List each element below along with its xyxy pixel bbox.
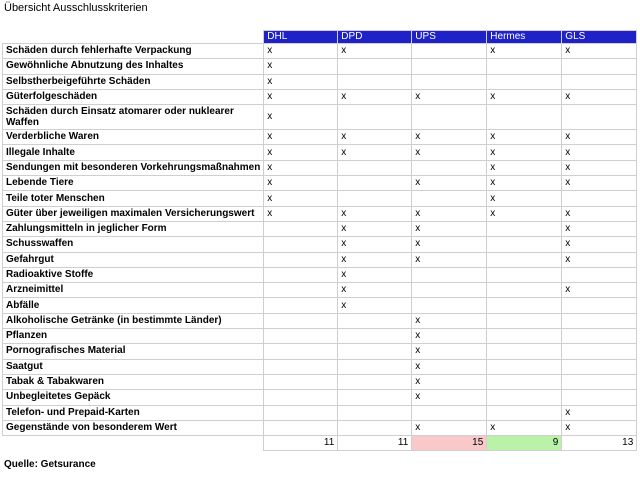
table-row [3,267,637,282]
exclusion-mark-dhl: x [264,130,338,145]
exclusion-mark-hermes [487,221,562,236]
criterion-label: Schäden durch Einsatz atomarer oder nuklearer Waffen [3,105,264,130]
exclusion-mark-dhl [264,344,338,359]
criterion-label: Teile toter Menschen [3,191,264,206]
exclusion-mark-dhl: x [264,44,338,59]
exclusion-mark-dhl [264,298,338,313]
criterion-label: Zahlungsmitteln in jeglicher Form [3,221,264,236]
exclusion-mark-hermes: x [487,44,562,59]
exclusion-mark-hermes [487,105,562,130]
exclusion-mark-gls [562,59,637,74]
criterion-label: Alkoholische Getränke (in bestimmte Länder) [3,313,264,328]
table-row [3,176,637,191]
exclusion-mark-gls [562,374,637,389]
exclusion-mark-gls: x [562,130,637,145]
exclusion-mark-gls: x [562,221,637,236]
exclusion-mark-ups [412,74,487,89]
exclusion-mark-dhl [264,329,338,344]
exclusion-mark-gls: x [562,405,637,420]
table-row [3,329,637,344]
criterion-label: Pornografisches Material [3,344,264,359]
total-count-dhl: 11 [264,436,338,451]
exclusion-mark-gls [562,390,637,405]
table-row [3,298,637,313]
exclusion-mark-gls: x [562,206,637,221]
table-row [3,374,637,389]
exclusion-mark-dhl [264,221,338,236]
exclusion-mark-dhl: x [264,160,338,175]
exclusion-mark-gls: x [562,420,637,435]
exclusion-mark-dhl [264,359,338,374]
exclusion-mark-hermes: x [487,160,562,175]
table-row [3,44,637,59]
exclusion-mark-gls: x [562,160,637,175]
exclusion-mark-dpd [338,74,412,89]
exclusion-mark-gls: x [562,237,637,252]
source-note: Quelle: Getsurance [4,459,96,470]
carrier-header-dhl: DHL [264,31,338,44]
exclusion-mark-ups: x [412,420,487,435]
exclusion-mark-gls [562,105,637,130]
exclusion-mark-dhl: x [264,89,338,104]
table-row [3,130,637,145]
exclusion-mark-dhl: x [264,206,338,221]
carrier-header-ups: UPS [412,31,487,44]
table-row [3,420,637,435]
criterion-label: Lebende Tiere [3,176,264,191]
table-row [3,89,637,104]
exclusion-mark-dpd: x [338,145,412,160]
exclusion-mark-hermes [487,405,562,420]
table-row [3,344,637,359]
exclusion-mark-ups: x [412,89,487,104]
total-count-ups: 15 [412,436,487,451]
criterion-label: Radioaktive Stoffe [3,267,264,282]
exclusion-mark-ups: x [412,390,487,405]
exclusion-mark-dhl: x [264,176,338,191]
exclusion-mark-dpd: x [338,206,412,221]
exclusion-mark-dpd [338,313,412,328]
exclusion-mark-dpd: x [338,298,412,313]
criterion-label: Tabak & Tabakwaren [3,374,264,389]
table-row [3,221,637,236]
exclusion-mark-dpd [338,105,412,130]
exclusion-mark-ups: x [412,130,487,145]
exclusion-mark-ups: x [412,359,487,374]
exclusion-mark-ups [412,160,487,175]
table-row [3,237,637,252]
exclusion-mark-hermes [487,374,562,389]
exclusion-mark-ups: x [412,313,487,328]
exclusion-mark-hermes: x [487,145,562,160]
criterion-label: Illegale Inhalte [3,145,264,160]
exclusion-mark-dpd [338,160,412,175]
exclusion-mark-dpd: x [338,44,412,59]
exclusion-mark-dpd: x [338,267,412,282]
table-row [3,206,637,221]
exclusion-mark-dpd [338,59,412,74]
exclusion-mark-dhl [264,267,338,282]
header-row [3,31,637,44]
exclusion-mark-dhl [264,374,338,389]
exclusion-mark-dpd [338,359,412,374]
exclusion-mark-ups: x [412,206,487,221]
criterion-label: Sendungen mit besonderen Vorkehrungsmaßnahmen [3,160,264,175]
exclusion-mark-gls: x [562,252,637,267]
table-row [3,390,637,405]
criterion-label: Unbegleitetes Gepäck [3,390,264,405]
exclusion-mark-dhl [264,405,338,420]
exclusion-criteria-table [2,30,637,451]
criterion-label: Saatgut [3,359,264,374]
exclusion-mark-dpd [338,374,412,389]
table-row [3,105,637,130]
exclusion-mark-hermes: x [487,176,562,191]
exclusion-mark-dpd: x [338,130,412,145]
exclusion-mark-dpd [338,329,412,344]
exclusion-mark-dpd: x [338,252,412,267]
criterion-label: Selbstherbeigeführte Schäden [3,74,264,89]
exclusion-mark-hermes [487,267,562,282]
exclusion-mark-dpd [338,344,412,359]
exclusion-mark-gls [562,191,637,206]
exclusion-mark-gls [562,359,637,374]
exclusion-mark-hermes [487,344,562,359]
exclusion-mark-ups [412,283,487,298]
exclusion-mark-ups [412,298,487,313]
exclusion-mark-dhl [264,283,338,298]
exclusion-mark-hermes [487,237,562,252]
exclusion-mark-ups: x [412,221,487,236]
exclusion-mark-ups [412,59,487,74]
carrier-header-gls: GLS [562,31,637,44]
exclusion-mark-ups: x [412,237,487,252]
exclusion-mark-hermes [487,298,562,313]
exclusion-mark-dpd [338,405,412,420]
table-row [3,405,637,420]
exclusion-mark-ups [412,405,487,420]
exclusion-mark-hermes: x [487,191,562,206]
criterion-label: Schusswaffen [3,237,264,252]
exclusion-mark-hermes: x [487,206,562,221]
exclusion-mark-gls [562,267,637,282]
exclusion-mark-hermes: x [487,89,562,104]
exclusion-mark-dhl: x [264,105,338,130]
exclusion-mark-dpd: x [338,89,412,104]
exclusion-mark-gls [562,313,637,328]
header-corner [3,31,264,44]
exclusion-mark-dhl [264,252,338,267]
exclusion-mark-dhl: x [264,59,338,74]
criterion-label: Güter über jeweiligen maximalen Versicherungswert [3,206,264,221]
exclusion-mark-gls: x [562,44,637,59]
table-row [3,59,637,74]
exclusion-mark-gls [562,329,637,344]
exclusion-mark-hermes [487,390,562,405]
exclusion-mark-hermes [487,313,562,328]
exclusion-mark-gls: x [562,145,637,160]
criterion-label: Pflanzen [3,329,264,344]
total-count-hermes: 9 [487,436,562,451]
table-row [3,145,637,160]
exclusion-mark-dhl: x [264,145,338,160]
exclusion-mark-gls [562,344,637,359]
exclusion-mark-hermes: x [487,130,562,145]
exclusion-mark-dpd [338,176,412,191]
totals-row [3,436,637,451]
exclusion-mark-hermes [487,283,562,298]
exclusion-mark-dhl [264,390,338,405]
exclusion-mark-dhl [264,237,338,252]
criterion-label: Arzneimittel [3,283,264,298]
table-row [3,160,637,175]
criterion-label: Verderbliche Waren [3,130,264,145]
criterion-label: Schäden durch fehlerhafte Verpackung [3,44,264,59]
table-row [3,191,637,206]
exclusion-mark-ups: x [412,176,487,191]
exclusion-mark-dhl: x [264,74,338,89]
exclusion-mark-hermes [487,252,562,267]
table-row [3,359,637,374]
exclusion-mark-dhl [264,313,338,328]
exclusion-mark-gls: x [562,89,637,104]
exclusion-mark-hermes [487,74,562,89]
carrier-header-dpd: DPD [338,31,412,44]
exclusion-mark-ups [412,267,487,282]
exclusion-mark-dhl: x [264,191,338,206]
exclusion-mark-hermes [487,59,562,74]
exclusion-mark-gls [562,74,637,89]
carrier-header-hermes: Hermes [487,31,562,44]
exclusion-mark-ups: x [412,252,487,267]
table-row [3,283,637,298]
criterion-label: Gefahrgut [3,252,264,267]
exclusion-mark-gls [562,298,637,313]
exclusion-mark-ups [412,44,487,59]
table-row [3,252,637,267]
table-row [3,313,637,328]
exclusion-mark-ups: x [412,374,487,389]
table-row [3,74,637,89]
exclusion-mark-hermes [487,359,562,374]
total-count-dpd: 11 [338,436,412,451]
exclusion-mark-ups: x [412,145,487,160]
criterion-label: Gegenstände von besonderem Wert [3,420,264,435]
exclusion-mark-ups: x [412,344,487,359]
criterion-label: Abfälle [3,298,264,313]
criterion-label: Güterfolgeschäden [3,89,264,104]
total-count-gls: 13 [562,436,637,451]
exclusion-mark-dpd [338,420,412,435]
exclusion-mark-dpd: x [338,221,412,236]
exclusion-mark-ups [412,191,487,206]
totals-label-cell [3,436,264,451]
exclusion-mark-ups [412,105,487,130]
criterion-label: Gewöhnliche Abnutzung des Inhaltes [3,59,264,74]
exclusion-mark-ups: x [412,329,487,344]
exclusion-mark-dpd [338,191,412,206]
exclusion-mark-dpd: x [338,283,412,298]
criterion-label: Telefon- und Prepaid-Karten [3,405,264,420]
exclusion-mark-dpd [338,390,412,405]
exclusion-mark-gls: x [562,176,637,191]
exclusion-mark-hermes: x [487,420,562,435]
exclusion-mark-dhl [264,420,338,435]
exclusion-mark-gls: x [562,283,637,298]
exclusion-mark-dpd: x [338,237,412,252]
exclusion-mark-hermes [487,329,562,344]
page-title: Übersicht Ausschlusskriterien [4,2,148,14]
